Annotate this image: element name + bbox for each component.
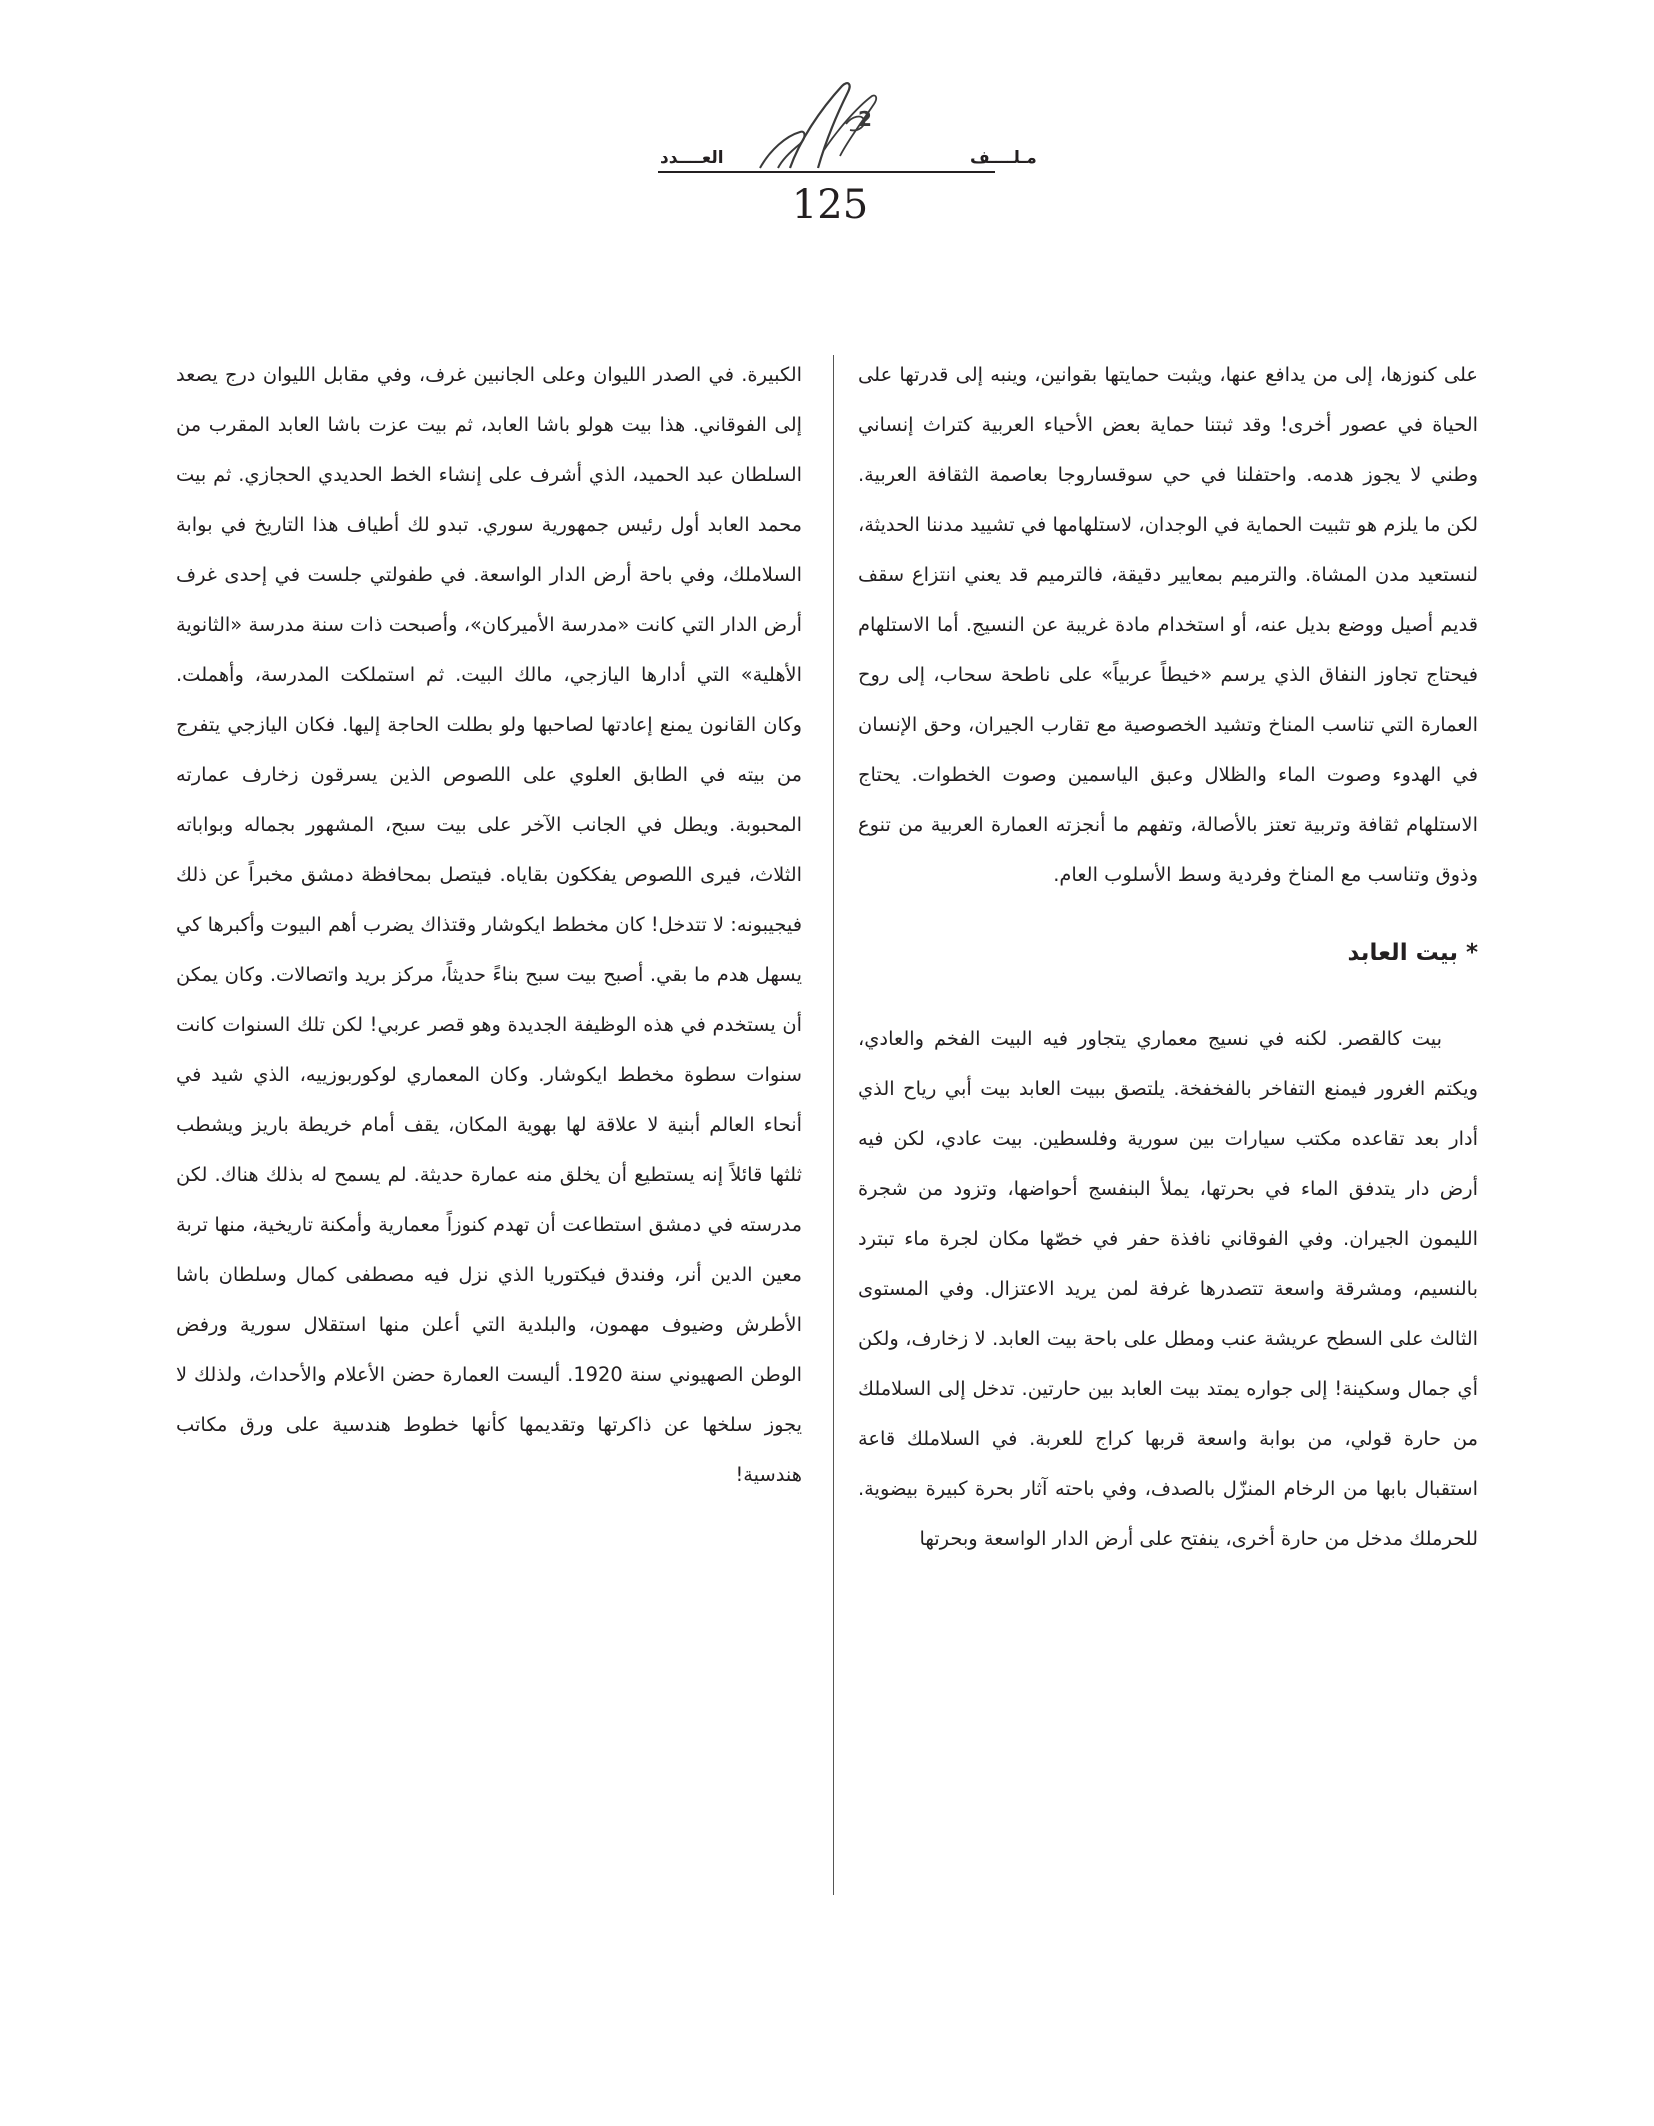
page-number: 125 [791,182,869,228]
column-divider [833,355,834,1895]
section-heading: * بيت العابد [1347,940,1478,966]
left-column [176,350,802,1500]
page-header [0,0,1654,260]
header-label-file: مـلــــف [970,148,1037,168]
header-label-issue: العــــدد [660,148,724,168]
right-paragraph-1: على كنوزها، إلى من يدافع عنها، ويثبت حمايتها بقوانين، وينبه إلى قدرتها على الحياة في عصور أخرى! وقد ثبتنا حماية بعض الأحياء العربية كتراث إنساني وطني لا يجوز هدمه. واحتفلنا في حي سوقساروجا بعاصمة الثقافة العربية. لكن ما يلزم هو تثبيت الحماية في الوجدان، لاستلهامها في تشييد مدننا الحديثة، لنستعيد مدن المشاة. والترميم بمعايير دقيقة، فالترميم قد يعني انتزاع سقف قديم أصيل ووضع بديل عنه، أو استخدام مادة غريبة عن النسيج. أما الاستلهام فيحتاج تجاوز النفاق الذي يرسم «خيطاً عربياً» على ناطحة سحاب، إلى روح العمارة التي تناسب المناخ وتشيد الخصوصية مع تقارب الجيران، وحق الإنسان في الهدوء وصوت الماء والظلال وعبق الياسمين وصوت الخطوات. يحتاج الاستلهام ثقافة وتربية تعتز بالأصالة، وتفهم ما أنجزته العمارة العربية من تنوع وذوق وتناسب مع المناخ وفردية وسط الأسلوب العام. [858,363,1478,886]
svg-text:2: 2 [858,107,872,131]
right-column [858,350,1478,1564]
left-paragraph-1: الكبيرة. في الصدر الليوان وعلى الجانبين غرف، وفي مقابل الليوان درج يصعد إلى الفوقاني. هذا بيت هولو باشا العابد، ثم بيت عزت باشا العابد المقرب من السلطان عبد الحميد، الذي أشرف على إنشاء الخط الحديدي الحجازي. ثم بيت محمد العابد أول رئيس جمهورية سوري. تبدو لك أطياف هذا التاريخ في بوابة السلاملك، وفي باحة أرض الدار الواسعة. في طفولتي جلست في إحدى غرف أرض الدار التي كانت «مدرسة الأميركان»، وأصبحت ذات سنة مدرسة «الثانوية الأهلية» التي أدارها اليازجي، مالك البيت. ثم استملكت المدرسة، وأهملت. وكان القانون يمنع إعادتها لصاحبها ولو بطلت الحاجة إليها. فكان اليازجي يتفرج من بيته في الطابق العلوي على اللصوص الذين يسرقون زخارف عمارته المحبوبة. ويطل في الجانب الآخر على بيت سبح، المشهور بجماله وبواباته الثلاث، فيرى اللصوص يفككون بقاياه. فيتصل بمحافظة دمشق مخبراً عن ذلك فيجيبونه: لا تتدخل! كان مخطط ايكوشار وقتذاك يضرب أهم البيوت وأكبرها كي يسهل هدم ما بقي. أصبح بيت سبح بناءً حديثاً، مركز بريد واتصالات. وكان يمكن أن يستخدم في هذه الوظيفة الجديدة وهو قصر عربي! لكن تلك السنوات كانت سنوات سطوة مخطط ايكوشار. وكان المعماري لوكوربوزييه، الذي شيد في أنحاء العالم أبنية لا علاقة لها بهوية المكان، يقف أمام خريطة باريز ويشطب ثلثها قائلاً إنه يستطيع أن يخلق منه عمارة حديثة. لم يسمح له بذلك هناك. لكن مدرسته في دمشق استطاعت أن تهدم كنوزاً معمارية وأمكنة تاريخية، منها تربة معين الدين أنر، وفندق فيكتوريا الذي نزل فيه مصطفى كمال وسلطان باشا الأطرش وضيوف مهمون، والبلدية التي أعلن منها استقلال سورية ورفض الوطن الصهيوني سنة 1920. أليست العمارة حضن الأعلام والأحداث، ولذلك لا يجوز سلخها عن ذاكرتها وتقديمها كأنها خطوط هندسية على ورق مكاتب هندسية! [176,363,803,1486]
right-paragraph-2: بيت كالقصر. لكنه في نسيج معماري يتجاور فيه البيت الفخم والعادي، ويكتم الغرور فيمنع التفاخر بالفخفخة. يلتصق ببيت العابد بيت أبي رياح الذي أدار بعد تقاعده مكتب سيارات بين سورية وفلسطين. بيت عادي، لكن فيه أرض دار يتدفق الماء في بحرتها، يملأ البنفسج أحواضها، وتزود من شجرة الليمون الجيران. وفي الفوقاني نافذة حفر في خصّها مكان لجرة ماء تبترد بالنسيم، ومشرقة واسعة تتصدرها غرفة لمن يريد الاعتزال. وفي المستوى الثالث على السطح عريشة عنب ومطل على باحة بيت العابد. لا زخارف، ولكن أي جمال وسكينة! إلى جواره يمتد بيت العابد بين حارتين. تدخل إلى السلاملك من حارة قولي، من بوابة واسعة قربها كراج للعربة. في السلاملك قاعة استقبال بابها من الرخام المنزّل بالصدف، وفي باحته آثار بحرة كبيرة بيضوية. للحرملك مدخل من حارة أخرى، ينفتح على أرض الدار الواسعة وبحرتها [858,1027,1478,1550]
